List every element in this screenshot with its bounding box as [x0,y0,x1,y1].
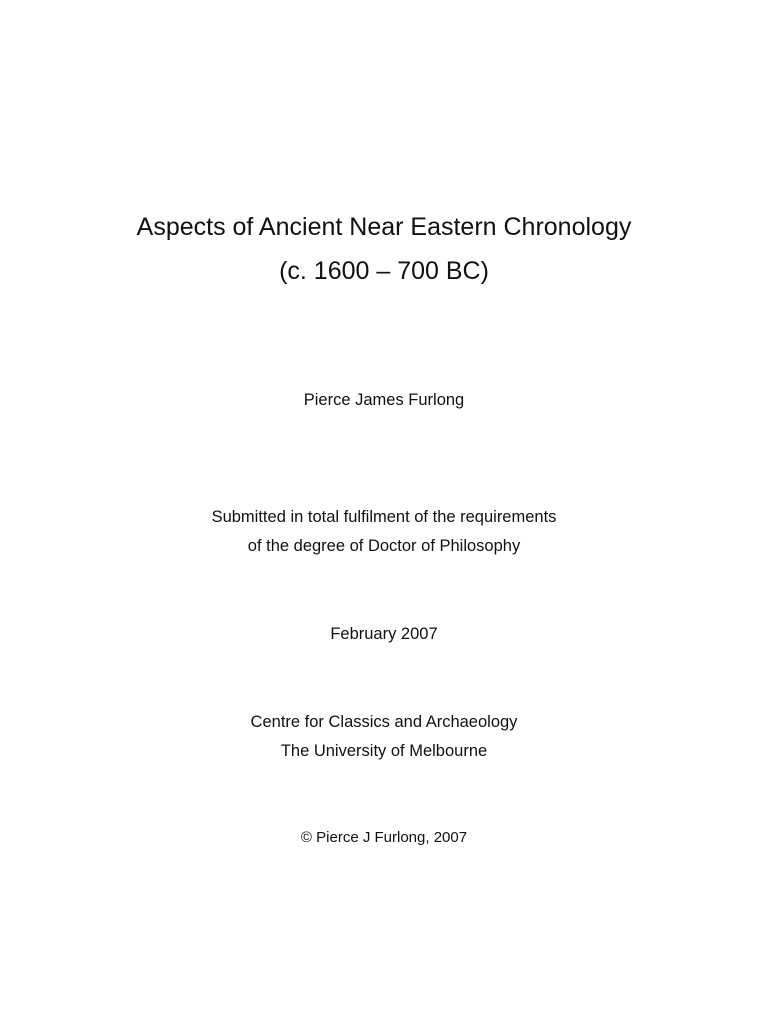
university-name: The University of Melbourne [280,742,488,760]
author-name: Pierce James Furlong [303,391,465,409]
department-name: Centre for Classics and Archaeology [250,713,518,731]
copyright-notice: © Pierce J Furlong, 2007 [300,829,468,846]
submission-statement-line-2: of the degree of Doctor of Philosophy [247,537,521,555]
thesis-title: Aspects of Ancient Near Eastern Chronology [136,213,632,241]
submission-statement-line-1: Submitted in total fulfilment of the requirements [211,508,557,526]
submission-date: February 2007 [330,625,438,643]
thesis-period-subtitle: (c. 1600 – 700 BC) [279,257,489,285]
